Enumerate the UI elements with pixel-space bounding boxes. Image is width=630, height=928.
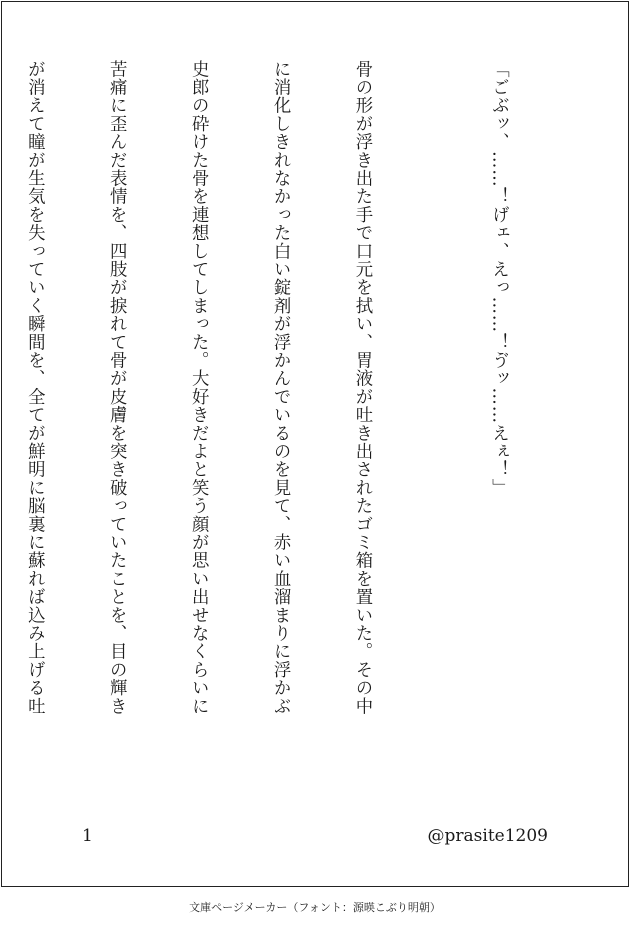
text-line: 史郎の砕けた骨を連想してしまった。大好きだよと笑う顔が思い出せなくらいに [188,60,209,716]
author-handle: @prasite1209 [427,826,548,846]
text-line: 骨の形が浮き出た手で口元を拭い、胃液が吐き出されたゴミ箱を置いた。その中 [351,60,372,716]
text-line-dialogue: 「ごぶッ、……！げェ、えっ……！ゔッ……えぇ！」 [488,60,509,497]
text-line: に消化しきれなかった白い錠剤が浮かんでいるのを見て、赤い血溜まりに浮かぶ [270,60,291,716]
text-line: 苦痛に歪んだ表情を、四肢が捩れて骨が皮膚を突き破っていたことを、目の輝き [106,60,127,716]
page-frame [1,1,629,887]
text-line: が消えて瞳が生気を失っていく瞬間を、全てが鮮明に脳裏に蘇れば込み上げる吐 [24,60,45,716]
body-text [24,60,566,800]
page-number: 1 [82,826,93,846]
footer-credit: 文庫ページメーカー（フォント：源暎こぶり明朝） [189,901,441,914]
